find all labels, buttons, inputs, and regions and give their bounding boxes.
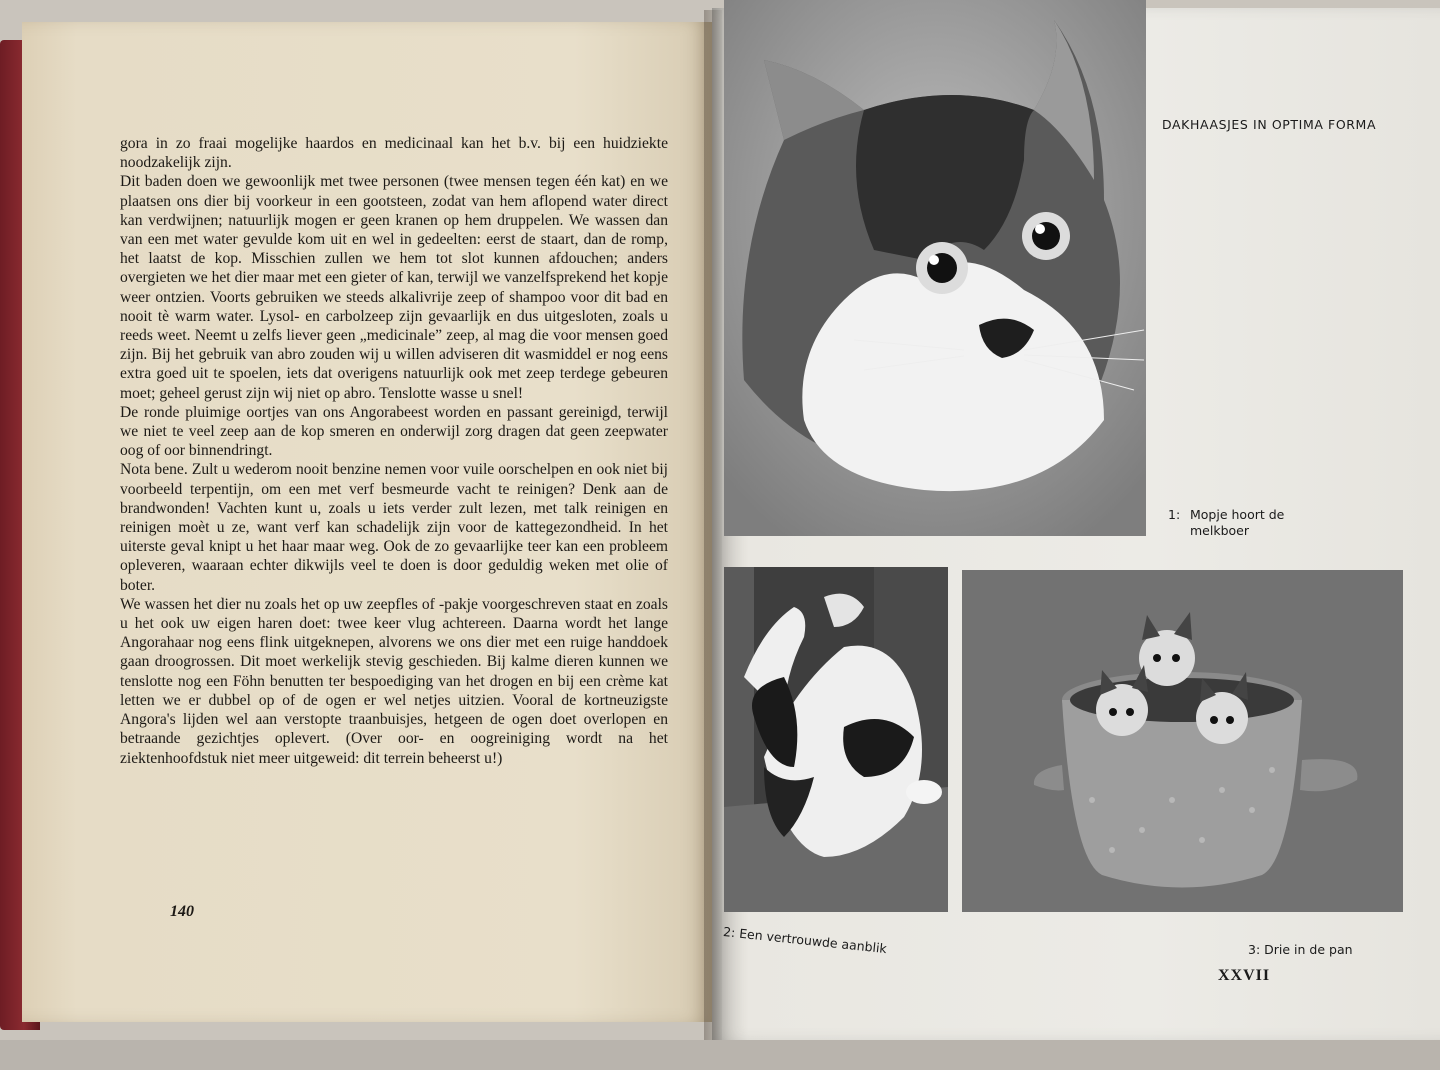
paragraph-5: We wassen het dier nu zoals het op uw zeepfles of -pakje voorgeschreven staat en zoals u het ook uw eigen haren doet: twee keer vlug achtereen. Daarna wordt het lange Angorahaar nog eens flink uitgeknepen, alvorens we ons dier met een ruige handdoek gaan droogrossen. Dit moet werkelijk stevig geschieden. Bij kalme dieren kunnen we tenslotte nog een Föhn benutten ter bespoediging van het drogen en bij een crème kat letten we er dubbel op of de ogen er wel netjes uitzien. Vooral de kortneuzigste Angora's lijden wel aan verstopte traanbuisjes, hetgeen de ogen doet overlopen en betraande gezichtjes oplevert. (Over oor- en oogreiniging wordt na het ziektenhoofdstuk niet meer uitgeweid: dit terrein beheerst u!)	[120, 595, 668, 767]
page-number: 140	[170, 903, 194, 920]
paragraph-1: gora in zo fraai mogelijke haardos en medicinaal kan het b.v. bij een huidziekte noodzakelijk zijn.	[120, 135, 668, 172]
photo-kittens-in-pot	[962, 570, 1403, 912]
section-title: DAKHAASJES IN OPTIMA FORMA	[1162, 117, 1377, 132]
caption-1-number: 1:	[1168, 507, 1181, 522]
caption-3-number: 3:	[1248, 942, 1261, 957]
photo-cat-grooming	[724, 567, 948, 912]
body-text	[120, 134, 668, 768]
caption-2-number: 2:	[722, 924, 737, 941]
caption-3	[1248, 942, 1353, 958]
plate-number: XXVII	[1218, 967, 1271, 984]
cat-portrait-icon	[724, 0, 1146, 536]
paragraph-4: Nota bene. Zult u wederom nooit benzine nemen voor vuile oorschelpen en ook niet bij voorbeeld terpentijn, om een met verf besmeurde vacht te reinigen? Denk aan de brandwonden! Vachten kunt u, zoals u iets verder zult lezen, met talk reinigen en reinigen moèt u ze, want verf kan schadelijk zijn voor de kattegezondheid. In het uiterste geval knipt u het haar maar weg. Ook de zo gevaarlijke teer kan een probleem opleveren, waaraan echter dikwijls veel te doen is door geduldig weken met olie of boter.	[120, 461, 668, 594]
kittens-in-pot-icon	[962, 570, 1403, 912]
paragraph-3: De ronde pluimige oortjes van ons Angorabeest worden en passant gereinigd, terwijl we niet te veel zeep aan de kop smeren en onderwijl zorg dragen dat geen zeepwater oog of oor binnendringt.	[120, 403, 668, 460]
table-surface	[0, 1040, 1440, 1070]
caption-1-line2: melkboer	[1190, 523, 1249, 538]
caption-1	[1168, 507, 1318, 539]
caption-1-line1: Mopje hoort de	[1190, 507, 1285, 522]
caption-2-text: Een vertrouwde aanblik	[738, 925, 888, 957]
book-gutter	[704, 10, 722, 1040]
cat-grooming-icon	[724, 567, 948, 912]
caption-3-text: Drie in de pan	[1264, 942, 1353, 957]
paragraph-2: Dit baden doen we gewoonlijk met twee personen (twee mensen tegen één kat) en we plaatsen ons dier bij voorkeur in een gootsteen, zodat van hem aflopend water direct kan verdwijnen; natuurlijk mogen er geen kranen op hem druppelen. We wassen dan van een met water gevulde kom uit en wel in gedeelten: eerst de staart, dan de romp, het laatst de kop. Misschien zullen we hem tot slot kunnen afdouchen; anders overgieten we het dier maar met een gieter of kan, terwijl we vanzelfsprekend het kopje weer ontzien. Voorts gebruiken we steeds alkalivrije zeep of shampoo voor dit bad en nooit tè warm water. Lysol- en carbolzeep zijn gevaarlijk en dus uitgesloten, zoals u reeds weet. Neemt u zelfs liever geen „medicinale” zeep, al mag die voor mensen goed zijn. Bij het gebruik van abro zouden wij u willen adviseren dit wasmiddel er nog eens extra goed uit te spoelen, iets dat overigens natuurlijk ook met zeep terdege gebeuren moet; geheel gerust zijn wij niet op abro. Tenslotte wasse u snel!	[120, 173, 668, 402]
photo-cat-portrait	[724, 0, 1146, 536]
